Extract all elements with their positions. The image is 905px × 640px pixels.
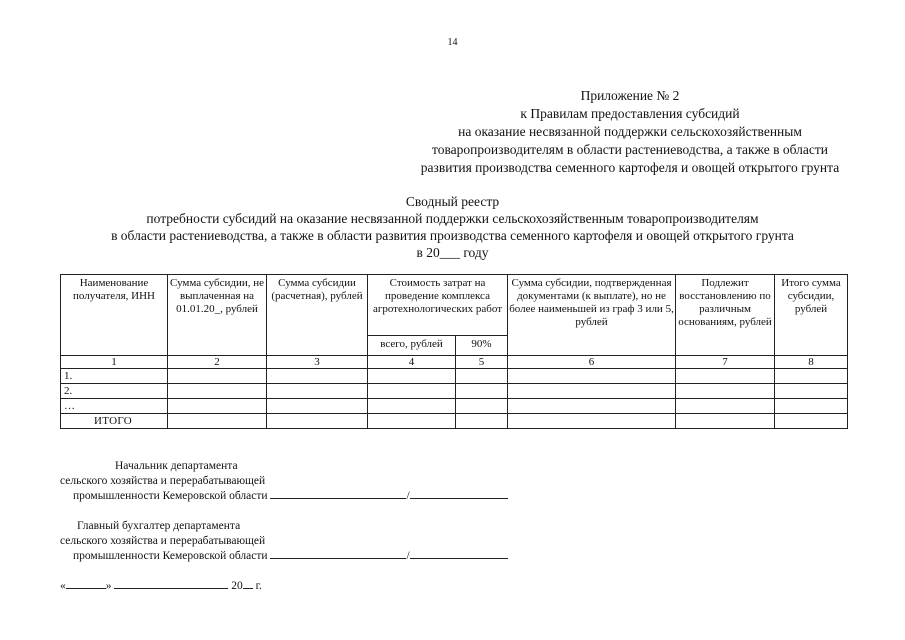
title-line-4: в 20___ году (416, 245, 489, 260)
date-line (60, 578, 262, 592)
open-quote: « (60, 580, 66, 592)
close-quote: » (105, 580, 112, 592)
column-numbers-row (61, 356, 848, 369)
header-confirmed-subsidy: Сумма субсидии, подтвержденная документами (к выплате), но не более наименьшей из граф 3 или 5, рублей (508, 275, 676, 356)
header-recipient: Наименование получателя, ИНН (61, 275, 168, 356)
table-row (61, 369, 848, 384)
document-title (40, 193, 865, 261)
table-row (61, 384, 848, 399)
column-number: 8 (775, 356, 848, 369)
sig1-line-1: Начальник департамента (115, 460, 238, 472)
appendix-line-1: Приложение № 2 (580, 88, 680, 103)
signature-line (270, 548, 406, 559)
column-number: 2 (168, 356, 267, 369)
header-restoration: Подлежит восстановлению по различным основаниям, рублей (676, 275, 775, 356)
signature-separator: / (406, 550, 410, 562)
name-line (410, 548, 508, 559)
sig2-line-3: промышленности Кемеровской области (73, 550, 268, 562)
signature-accountant (60, 519, 620, 564)
header-cost-total: всего, рублей (368, 336, 456, 356)
header-unpaid-subsidy: Сумма субсидии, не выплаченная на 01.01.20_, рублей (168, 275, 267, 356)
header-cost-90: 90% (456, 336, 508, 356)
appendix-header (380, 87, 880, 177)
title-line-1: Сводный реестр (405, 194, 500, 209)
appendix-line-4: товаропроизводителям в области растениеводства, а также в области (432, 142, 828, 157)
signature-line (270, 488, 406, 499)
sig2-line-2: сельского хозяйства и перерабатывающей (60, 534, 266, 547)
signature-head (60, 459, 620, 504)
registry-table (60, 274, 848, 429)
appendix-line-3: на оказание несвязанной поддержки сельскохозяйственным (458, 124, 802, 139)
sig1-line-3: промышленности Кемеровской области (73, 490, 268, 502)
appendix-line-2: к Правилам предоставления субсидий (520, 106, 740, 121)
total-row (61, 414, 848, 429)
row-label: 1. (61, 369, 168, 384)
name-line (410, 488, 508, 499)
column-number: 6 (508, 356, 676, 369)
year-prefix: 20 (231, 580, 243, 592)
total-label: ИТОГО (61, 414, 168, 429)
header-cost: Стоимость затрат на проведение комплекса агротехнологических работ (368, 275, 508, 336)
appendix-line-5: развития производства семенного картофеля и овощей открытого грунта (420, 160, 840, 175)
column-number: 7 (676, 356, 775, 369)
row-label: 2. (61, 384, 168, 399)
year-line (243, 578, 253, 589)
table-row (61, 399, 848, 414)
signature-separator: / (406, 490, 410, 502)
header-total-subsidy: Итого сумма субсидии, рублей (775, 275, 848, 356)
year-suffix: г. (255, 580, 262, 592)
header-calculated-subsidy: Сумма субсидии (расчетная), рублей (267, 275, 368, 356)
column-number: 4 (368, 356, 456, 369)
column-number: 3 (267, 356, 368, 369)
sig2-line-1: Главный бухгалтер департамента (77, 520, 241, 532)
column-number: 5 (456, 356, 508, 369)
title-line-2: потребности субсидий на оказание несвязанной поддержки сельскохозяйственным товаропроизводителям (146, 211, 759, 226)
sig1-line-2: сельского хозяйства и перерабатывающей (60, 474, 266, 487)
title-line-3: в области растениеводства, а также в области развития производства семенного картофеля и овощей открытого грунта (111, 228, 794, 243)
row-label: … (61, 399, 168, 414)
day-line (66, 578, 106, 589)
month-line (114, 578, 228, 589)
column-number: 1 (61, 356, 168, 369)
page-number: 14 (447, 37, 458, 48)
